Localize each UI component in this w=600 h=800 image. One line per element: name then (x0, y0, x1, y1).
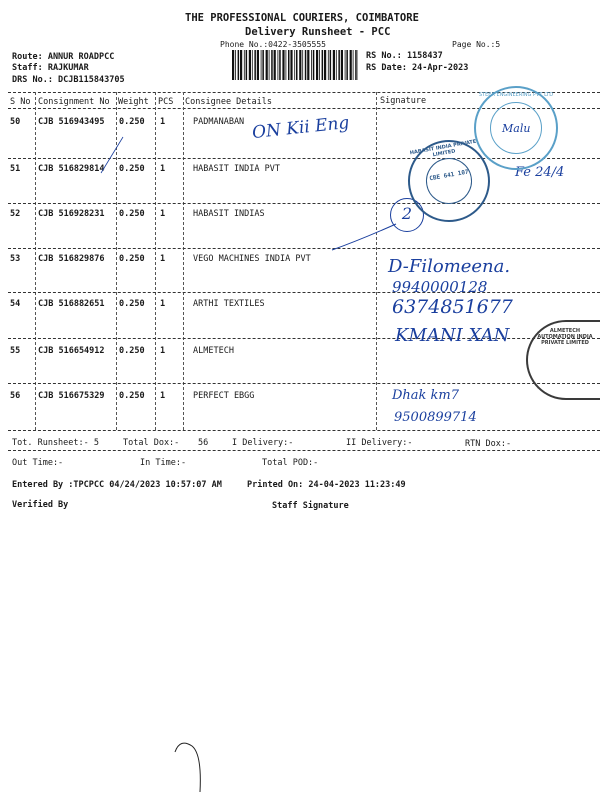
col-pcs: PCS (158, 97, 174, 107)
phone-number: Phone No.:0422-3505555 (220, 40, 326, 49)
row-consignment: CJB 516654912 (38, 346, 105, 356)
ii-delivery: II Delivery:- (346, 438, 413, 448)
row-weight: 0.250 (119, 346, 145, 356)
handwritten-signature: Fe 24/4 (515, 165, 565, 180)
row-consignee: PERFECT EBGG (193, 391, 255, 401)
tot-runsheet: Tot. Runsheet:- 5 (12, 438, 99, 448)
row-weight: 0.250 (119, 299, 145, 309)
company-title: THE PROFESSIONAL COURIERS, COIMBATORE (185, 12, 419, 24)
row-pcs: 1 (160, 209, 166, 219)
row-pcs: 1 (160, 299, 166, 309)
rtn-dox: RTN Dox:- (465, 439, 512, 449)
pen-mark (95, 135, 125, 177)
drs-number: DRS No.: DCJB115843705 (12, 75, 125, 85)
handwritten-signature: ON Kii Eng (251, 112, 351, 144)
verified-by: Verified By (12, 500, 69, 510)
row-sno: 54 (10, 299, 21, 309)
row-sno: 55 (10, 346, 21, 356)
printed-on: Printed On: 24-04-2023 11:23:49 (247, 480, 406, 490)
stamp-center-text: CBE 641 107 (428, 168, 470, 183)
stamp-text: HABASIT INDIA PRIVATE LIMITED (409, 138, 477, 159)
row-consignment: CJB 516882651 (38, 299, 105, 309)
row-weight: 0.250 (119, 209, 145, 219)
row-consignee: HABASIT INDIAS (193, 209, 265, 219)
row-sno: 53 (10, 254, 21, 264)
out-time: Out Time:- (12, 458, 64, 468)
col-signature: Signature (380, 96, 427, 106)
entered-by: Entered By :TPCPCC 04/24/2023 10:57:07 AM (12, 480, 222, 490)
stamp-text: STEER ENGINEERING PVT LTD (478, 92, 554, 98)
handwritten-signature: Dhak km7 (392, 388, 460, 403)
rs-date: RS Date: 24-Apr-2023 (366, 63, 469, 73)
total-dox-value: 56 (198, 438, 209, 448)
row-weight: 0.250 (119, 164, 145, 174)
col-consignee: Consignee Details (185, 97, 272, 107)
row-consignee: ALMETECH (193, 346, 234, 356)
handwritten-name: KMANI XAN (395, 325, 510, 346)
row-consignee: HABASIT INDIA PVT (193, 164, 280, 174)
rs-number: RS No.: 1158437 (366, 51, 443, 61)
row-consignment: CJB 516928231 (38, 209, 105, 219)
row-pcs: 1 (160, 391, 166, 401)
page-number: Page No.:5 (452, 40, 501, 49)
row-pcs: 1 (160, 254, 166, 264)
stamp-text: ALMETECH AUTOMATION INDIA PRIVATE LIMITED (537, 328, 593, 346)
row-weight: 0.250 (119, 117, 145, 127)
stamp-initials: Malu (502, 122, 531, 135)
handwritten-phone: 9940000128 (392, 278, 488, 296)
handwritten-circle-number: 2 (390, 198, 424, 232)
runsheet-title: Delivery Runsheet - PCC (245, 26, 391, 38)
staff-label: Staff: RAJKUMAR (12, 63, 89, 73)
route-label: Route: ANNUR ROADPCC (12, 52, 115, 62)
row-weight: 0.250 (119, 254, 145, 264)
row-consignment: CJB 516943495 (38, 117, 105, 127)
row-consignment: CJB 516829876 (38, 254, 105, 264)
row-consignee: VEGO MACHINES INDIA PVT (193, 254, 311, 264)
row-consignment: CJB 516829814 (38, 164, 105, 174)
pen-mark (330, 222, 400, 252)
col-sno: S No (10, 97, 31, 107)
col-consignment: Consignment No (38, 97, 110, 107)
row-consignee: PADMANABAN (193, 117, 245, 127)
row-weight: 0.250 (119, 391, 145, 401)
row-pcs: 1 (160, 164, 166, 174)
i-delivery: I Delivery:- (232, 438, 294, 448)
handwritten-phone: 9500899714 (394, 410, 477, 425)
staff-signature: Staff Signature (272, 501, 349, 511)
total-dox-label: Total Dox:- (123, 438, 180, 448)
in-time: In Time:- (140, 458, 187, 468)
company-stamp (474, 86, 558, 170)
row-sno: 56 (10, 391, 21, 401)
total-pod: Total POD:- (262, 458, 319, 468)
barcode (232, 50, 358, 80)
row-sno: 51 (10, 164, 21, 174)
handwritten-phone: 6374851677 (392, 296, 513, 318)
row-pcs: 1 (160, 117, 166, 127)
row-sno: 52 (10, 209, 21, 219)
row-consignment: CJB 516675329 (38, 391, 105, 401)
row-pcs: 1 (160, 346, 166, 356)
handwritten-name: D-Filomeena. (388, 256, 511, 277)
col-weight: Weight (118, 97, 149, 107)
company-stamp (526, 320, 600, 400)
pen-mark (172, 738, 206, 794)
row-sno: 50 (10, 117, 21, 127)
row-consignee: ARTHI TEXTILES (193, 299, 265, 309)
